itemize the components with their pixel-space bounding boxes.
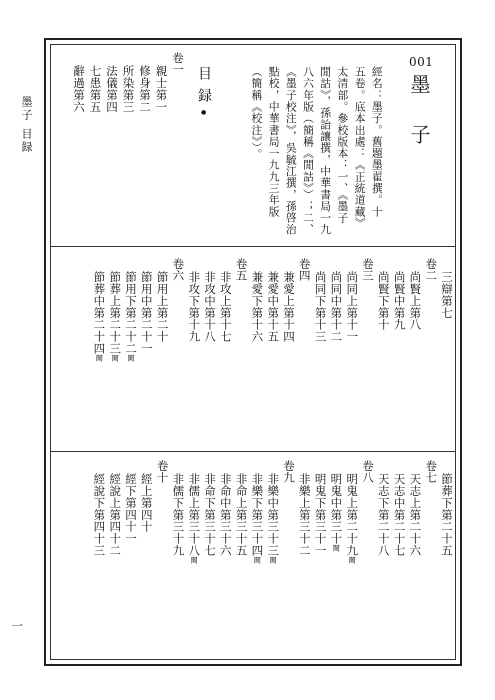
toc-entry-label: 非命下第三十七: [203, 473, 217, 557]
toc-entry-label: 天志下第二十八: [376, 473, 391, 557]
toc-entry-note: 闕: [111, 354, 120, 362]
toc-entry: [218, 271, 234, 342]
toc-entry-label: 法儀第四: [105, 65, 119, 113]
toc-volume-label: 卷七: [424, 460, 439, 483]
toc-entry: [186, 271, 202, 342]
toc-entry: [328, 271, 344, 342]
toc-volume-heading: [155, 460, 171, 483]
toc-volume-label: 卷八: [361, 460, 375, 483]
toc-entry-note: 闕: [253, 556, 262, 564]
toc-volume-heading: [234, 258, 250, 281]
toc-entry-label: 尚同上第十一: [345, 271, 360, 343]
toc-volume-label: 卷十: [155, 460, 170, 483]
toc-volume-heading: [423, 258, 439, 281]
toc-volume-heading: [170, 52, 186, 75]
toc-entry-label: 經說下第四十三: [92, 473, 107, 557]
toc-entry: [186, 473, 202, 563]
toc-entry: [439, 473, 455, 556]
toc-volume-label: 卷一: [171, 52, 185, 75]
toc-entry-label: 非樂下第三十四: [250, 473, 265, 557]
toc-entry-label: 兼愛下第十六: [250, 271, 265, 343]
toc-entry: [249, 271, 265, 342]
toc-entry-label: 尚賢上第八: [408, 271, 423, 331]
toc-entry: [265, 473, 281, 563]
preface-line: 經名：墨子。舊題墨翟撰。十: [370, 66, 384, 218]
toc-entry-label: 所染第三: [121, 65, 136, 113]
toc-entry-label: 經下第四十一: [124, 473, 138, 545]
toc-volume-label: 卷五: [234, 258, 249, 281]
toc-entry: [313, 473, 329, 556]
toc-entry: [154, 65, 170, 113]
preface-line: 點校，中華書局一九九三年版: [267, 66, 281, 218]
toc-entry: [313, 271, 329, 342]
toc-entry: [234, 473, 250, 556]
toc-entry: [218, 473, 234, 556]
toc-entry: [407, 271, 423, 331]
toc-entry: [439, 271, 455, 319]
toc-entry-label: 三辯第七: [440, 271, 454, 319]
toc-entry-label: 兼愛中第十五: [266, 271, 281, 343]
toc-entry-label: 七患第五: [88, 65, 103, 113]
toc-entry-note: 闕: [127, 354, 135, 362]
toc-entry: [107, 473, 123, 556]
toc-entry: [328, 473, 344, 551]
preface-line: （簡稱《校注》）。: [250, 66, 264, 161]
toc-entry-note: 闕: [190, 556, 199, 564]
preface-line: 八六年版（簡稱《閒詁》）；二、: [301, 66, 315, 236]
toc-title: 目録: [196, 66, 212, 110]
toc-volume-heading: [360, 258, 376, 281]
toc-entry-label: 節用下第二十二: [124, 271, 138, 355]
toc-entry: [104, 65, 120, 113]
toc-entry: [376, 473, 392, 556]
toc-entry-label: 經說上第四十二: [108, 473, 123, 557]
toc-entry: [249, 473, 265, 563]
toc-volume-heading: [423, 460, 439, 483]
toc-volume-heading: [297, 258, 313, 281]
toc-entry-label: 尚賢中第九: [392, 271, 407, 331]
toc-entry: [123, 473, 139, 544]
toc-entry: [407, 473, 423, 556]
toc-volume-heading: [170, 258, 186, 281]
toc-entry-label: 節葬中第二十四: [92, 271, 107, 355]
toc-entry: [121, 65, 137, 113]
header-title: 墨子: [407, 74, 431, 174]
toc-entry: [392, 271, 408, 331]
toc-entry-label: 非攻中第十八: [203, 271, 217, 343]
toc-entry-note: 闕: [348, 556, 357, 564]
toc-entry: [344, 271, 360, 342]
toc-entry: [376, 271, 392, 331]
toc-entry: [91, 271, 107, 361]
toc-volume-heading: [360, 460, 376, 483]
toc-entry: [139, 271, 155, 354]
toc-entry-label: 非樂中第三十三: [266, 473, 281, 557]
toc-entry: [202, 271, 218, 342]
toc-entry: [91, 473, 107, 556]
toc-volume-heading: [281, 460, 297, 483]
toc-volume-label: 卷九: [282, 460, 296, 483]
toc-entry-label: 節用中第二十一: [139, 271, 154, 355]
toc-entry: [297, 473, 313, 556]
preface-line: 閒詁》，孫詒讓撰，中華書局一九: [319, 66, 333, 236]
toc-volume-label: 卷二: [424, 258, 439, 281]
toc-entry-label: 經上第四十: [139, 473, 154, 533]
toc-entry: [392, 473, 408, 556]
toc-entry-label: 天志上第二十六: [408, 473, 423, 557]
preface-line: 《墨子校注》，吳毓江撰，孫啓治: [284, 66, 298, 236]
toc-entry: [88, 65, 104, 113]
toc-entry-label: 親士第一: [154, 65, 169, 113]
divider-lower: [50, 451, 456, 452]
toc-entry-label: 明鬼中第三十: [329, 473, 344, 545]
margin-book-title: 墨子: [20, 96, 33, 122]
toc-entry: [123, 271, 139, 361]
header-number: 001: [409, 55, 434, 69]
toc-entry-note: 闕: [269, 556, 278, 564]
toc-entry-label: 明鬼上第二十九: [345, 473, 360, 557]
toc-entry-note: 闕: [95, 354, 104, 362]
preface-line: 太清部。參校版本：一、《墨子: [336, 66, 350, 224]
toc-entry-label: 節用上第二十: [155, 271, 170, 343]
toc-entry-label: 明鬼下第三十一: [313, 473, 328, 557]
margin-page-number: 一: [11, 619, 24, 633]
toc-entry-label: 非儒下第三十九: [171, 473, 186, 557]
toc-entry-label: 節葬上第二十三: [108, 271, 123, 355]
toc-entry-label: 非攻上第十七: [218, 271, 233, 343]
toc-volume-label: 卷三: [361, 258, 375, 281]
toc-entry: [265, 271, 281, 342]
toc-entry-label: 非儒上第三十八: [187, 473, 202, 557]
toc-title-mark: ●: [201, 109, 207, 116]
margin-section-title: 目録: [20, 128, 33, 154]
toc-entry: [71, 65, 87, 113]
toc-entry-note: 闕: [332, 544, 341, 552]
toc-entry-label: 兼愛上第十四: [282, 271, 296, 343]
preface-line: 五卷。底本出處：《正統道藏》: [353, 66, 367, 230]
toc-entry-label: 尚同下第十三: [313, 271, 328, 343]
toc-entry: [202, 473, 218, 556]
toc-entry: [139, 473, 155, 533]
toc-entry: [155, 271, 171, 342]
toc-entry-label: 辭過第六: [72, 65, 86, 113]
divider-upper: [50, 246, 456, 247]
toc-entry: [137, 65, 153, 113]
toc-entry: [107, 271, 123, 361]
toc-entry-label: 天志中第二十七: [392, 473, 407, 557]
toc-entry: [281, 271, 297, 342]
toc-entry-label: 非攻下第十九: [187, 271, 202, 343]
toc-entry-label: 修身第二: [138, 65, 152, 113]
toc-entry: [170, 473, 186, 556]
toc-entry-label: 尚同中第十二: [329, 271, 344, 343]
toc-entry-label: 節葬下第二十五: [440, 473, 454, 557]
toc-entry-label: 非命上第三十五: [234, 473, 249, 557]
toc-entry-label: 非命中第三十六: [218, 473, 233, 557]
toc-entry-label: 尚賢下第十: [376, 271, 391, 331]
toc-entry-label: 非樂上第三十二: [297, 473, 312, 557]
toc-entry: [344, 473, 360, 563]
toc-volume-label: 卷四: [297, 258, 312, 281]
toc-volume-label: 卷六: [171, 258, 186, 281]
